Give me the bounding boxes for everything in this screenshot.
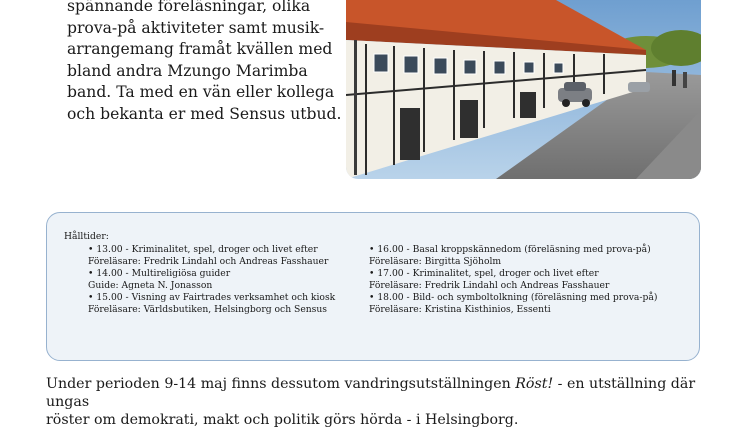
footer-text xyxy=(46,375,726,429)
schedule-column-right xyxy=(369,244,694,315)
intro-text xyxy=(67,0,347,126)
intro-line: arrangemang framåt kvällen med xyxy=(67,40,333,59)
schedule-column-left xyxy=(88,244,388,315)
schedule-heading: Hålltider: xyxy=(64,231,109,242)
schedule-line: • 16.00 - Basal kroppskännedom (föreläsning med prova-på) xyxy=(369,244,651,255)
schedule-line: Föreläsare: Fredrik Lindahl och Andreas Fasshauer xyxy=(88,255,329,267)
schedule-line: Föreläsare: Kristina Kisthinios, Essenti xyxy=(369,303,551,315)
footer-line-1 xyxy=(46,375,726,411)
schedule-line: Föreläsare: Världsbutiken, Helsingborg och Sensus xyxy=(88,303,328,315)
intro-line: bland andra Mzungo Marimba xyxy=(67,61,308,80)
schedule-box xyxy=(46,212,700,361)
intro-line: band. Ta med en vän eller kollega xyxy=(67,83,335,102)
exhibition-title: Röst! xyxy=(515,376,554,392)
schedule-line: • 15.00 - Visning av Fairtrades verksamhet och kiosk xyxy=(88,291,336,303)
street-photo xyxy=(346,0,701,179)
schedule-line: • 13.00 - Kriminalitet, spel, droger och livet efter xyxy=(88,244,318,255)
intro-line: spännande föreläsningar, olika xyxy=(67,0,311,15)
street-photo-icon xyxy=(346,0,701,179)
schedule-line: • 18.00 - Bild- och symboltolkning (föreläsning med prova-på) xyxy=(369,291,658,303)
footer-line-2: röster om demokrati, makt och politik görs hörda - i Helsingborg. xyxy=(46,412,519,428)
schedule-line: • 17.00 - Kriminalitet, spel, droger och livet efter xyxy=(369,267,599,279)
intro-line: prova-på aktiviteter samt musik- xyxy=(67,18,325,37)
schedule-line: Föreläsare: Fredrik Lindahl och Andreas Fasshauer xyxy=(369,279,610,291)
footer-text-after: - en utställning där ungas xyxy=(46,376,696,410)
footer-text-before: Under perioden 9-14 maj finns dessutom vandringsutställningen xyxy=(46,376,516,392)
schedule-line: • 14.00 - Multireligiösa guider xyxy=(88,267,231,279)
schedule-line: Guide: Agneta N. Jonasson xyxy=(88,279,213,291)
intro-line: och bekanta er med Sensus utbud. xyxy=(67,104,342,123)
schedule-line: Föreläsare: Birgitta Sjöholm xyxy=(369,255,502,267)
